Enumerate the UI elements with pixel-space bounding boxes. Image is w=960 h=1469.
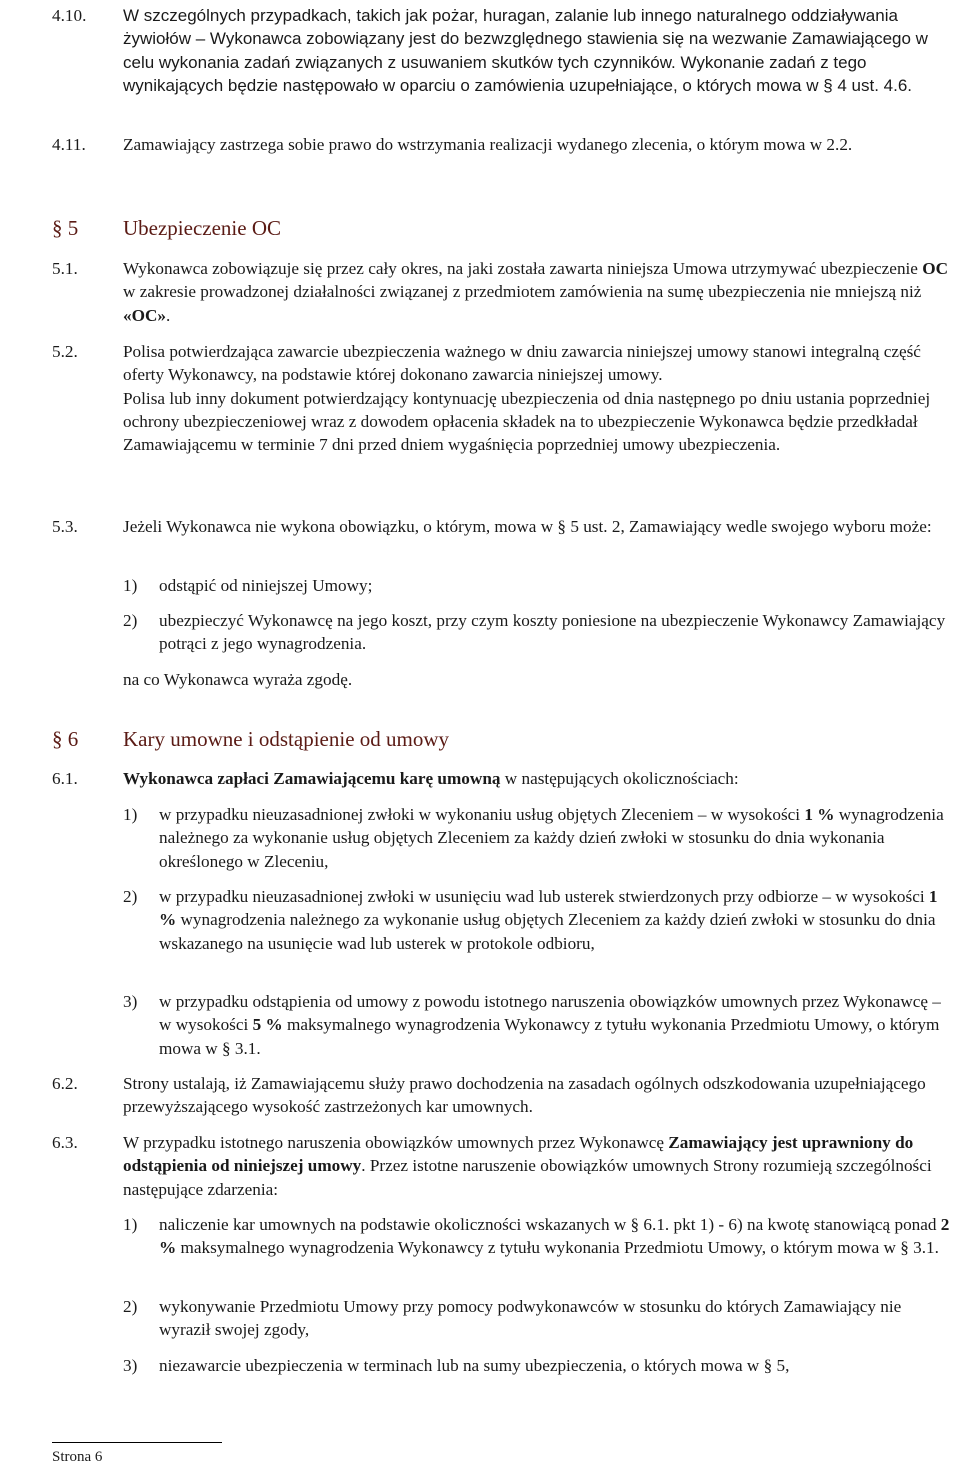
list-text: w przypadku odstąpienia od umowy z powodu istotnego naruszenia obowiązków umownych przez Wykonawcę – w wysokości 5 % maksymalnego wynagrodzenia Wykonawcy z tytułu wykonania Przedmiotu Umowy, o którym mowa w § 3.1. bbox=[159, 992, 941, 1058]
clause-text: Jeżeli Wykonawca nie wykona obowiązku, o którym, mowa w § 5 ust. 2, Zamawiający wedle swojego wyboru może: bbox=[123, 517, 932, 536]
list-text: ubezpieczyć Wykonawcę na jego koszt, przy czym koszty poniesione na ubezpieczenie Wykonawcy Zamawiający potrąci z jego wynagrodzenia. bbox=[159, 611, 946, 654]
list-number: 3) bbox=[123, 992, 138, 1011]
clause-text: Wykonawca zapłaci Zamawiającemu karę umowną w następujących okolicznościach: bbox=[123, 769, 739, 788]
list-text: niezawarcie ubezpieczenia w terminach lub na sumy ubezpieczenia, o których mowa w § 5, bbox=[159, 1356, 790, 1375]
list-text: w przypadku nieuzasadnionej zwłoki w usunięciu wad lub usterek stwierdzonych przy odbiorze – w wysokości 1 % wynagrodzenia należnego za wykonanie usług objętych Zleceniem za każdy dzień zwłoki w stosunku do dnia wskazanego na usunięcie wad lub usterek w protokole odbioru, bbox=[159, 887, 938, 953]
clause-number: 4.10. bbox=[52, 6, 87, 25]
list-text: naliczenie kar umownych na podstawie okoliczności wskazanych w § 6.1. pkt 1) - 6) na kwotę stanowiącą ponad 2 % maksymalnego wynagrodzenia Wykonawcy z tytułu wykonania Przedmiotu Umowy, o którym mowa w § 3.1. bbox=[159, 1215, 950, 1258]
list-number: 2) bbox=[123, 887, 138, 906]
list-item bbox=[123, 990, 953, 1060]
clause-number: 4.11. bbox=[52, 135, 86, 154]
clause-6-2 bbox=[52, 1072, 952, 1119]
footer-divider bbox=[52, 1442, 222, 1443]
list-number: 1) bbox=[123, 576, 138, 595]
list-item bbox=[123, 574, 953, 597]
clause-text: Strony ustalają, iż Zamawiającemu służy prawo dochodzenia na zasadach ogólnych odszkodowania uzupełniającego przewyższającego wysokość zastrzeżonych kar umownych. bbox=[123, 1074, 926, 1117]
list-number: 3) bbox=[123, 1356, 138, 1375]
clause-number: 5.2. bbox=[52, 342, 78, 361]
list-text: odstąpić od niniejszej Umowy; bbox=[159, 576, 373, 595]
section-number: § 6 bbox=[52, 727, 79, 751]
list-item bbox=[123, 885, 953, 955]
clause-6-1 bbox=[52, 767, 952, 790]
page-number: Strona 6 bbox=[52, 1449, 103, 1465]
clause-4-11 bbox=[52, 133, 952, 156]
clause-text: Wykonawca zobowiązuje się przez cały okres, na jaki została zawarta niniejsza Umowa utrzymywać ubezpieczenie OC w zakresie prowadzonej działalności związanej z przedmiotem zamówienia na sumę ubezpieczenia nie mniejszą niż «OC». bbox=[123, 259, 949, 325]
clause-5-3 bbox=[52, 515, 952, 538]
clause-number: 6.3. bbox=[52, 1133, 78, 1152]
section-number: § 5 bbox=[52, 216, 79, 240]
clause-text: Polisa potwierdzająca zawarcie ubezpieczenia ważnego w dniu zawarcia niniejszej umowy stanowi integralną część oferty Wykonawcy, na podstawie której dokonano zawarcia niniejszej umowy. Polisa lub inny dokument potwierdzający kontynuację ubezpieczenia od dnia następnego po dniu ustania poprzedniej ochrony ubezpieczeniowej wraz z dowodem opłacenia składek na to ubezpieczenie Wykonawca będzie przedkładał Zamawiającemu w terminie 7 dni przed dniem wygaśnięcia poprzedniej umowy ubezpieczenia. bbox=[123, 342, 931, 455]
clause-number: 6.1. bbox=[52, 769, 78, 788]
list-item bbox=[123, 609, 953, 656]
list-item bbox=[123, 1213, 953, 1260]
list-number: 2) bbox=[123, 1297, 138, 1316]
list-item bbox=[123, 1295, 953, 1342]
list-number: 1) bbox=[123, 1215, 138, 1234]
list-number: 2) bbox=[123, 611, 138, 630]
clause-text: W szczególnych przypadkach, takich jak pożar, huragan, zalanie lub innego naturalnego oddziaływania żywiołów – Wykonawca zobowiązany jest do bezwzględnego stawienia się na wezwanie Zamawiającego w celu wykonania zadań związanych z usuwaniem skutków tych czynników. Wykonanie zadań z tego wynikających będzie następowało w oparciu o zamówienia uzupełniające, o których mowa w § 4 ust. 4.6. bbox=[123, 6, 928, 95]
section-title: Ubezpieczenie OC bbox=[123, 216, 282, 240]
list-number: 1) bbox=[123, 805, 138, 824]
list-text: wykonywanie Przedmiotu Umowy przy pomocy podwykonawców w stosunku do których Zamawiający nie wyraził swojej zgody, bbox=[159, 1297, 902, 1340]
list-text: w przypadku nieuzasadnionej zwłoki w wykonaniu usług objętych Zleceniem – w wysokości 1 % wynagrodzenia należnego za wykonanie usług objętych Zleceniem za każdy dzień zwłoki w stosunku do dnia wykonania określonego w Zleceniu, bbox=[159, 805, 944, 871]
clause-5-1 bbox=[52, 257, 952, 327]
clause-number: 6.2. bbox=[52, 1074, 78, 1093]
list-item bbox=[123, 803, 953, 873]
clause-text: W przypadku istotnego naruszenia obowiązków umownych przez Wykonawcę Zamawiający jest uprawniony do odstąpienia od niniejszej umowy. Przez istotne naruszenie obowiązków umownych Strony rozumieją szczególności następujące zdarzenia: bbox=[123, 1133, 932, 1199]
section-title: Kary umowne i odstąpienie od umowy bbox=[123, 727, 450, 751]
clause-6-3 bbox=[52, 1131, 952, 1201]
list-item bbox=[123, 1354, 953, 1377]
closing-text: na co Wykonawca wyraża zgodę. bbox=[123, 670, 353, 689]
clause-5-2 bbox=[52, 340, 952, 456]
clause-number: 5.3. bbox=[52, 517, 78, 536]
clause-number: 5.1. bbox=[52, 259, 78, 278]
clause-4-10 bbox=[52, 4, 952, 97]
clause-text: Zamawiający zastrzega sobie prawo do wstrzymania realizacji wydanego zlecenia, o którym mowa w 2.2. bbox=[123, 135, 853, 154]
